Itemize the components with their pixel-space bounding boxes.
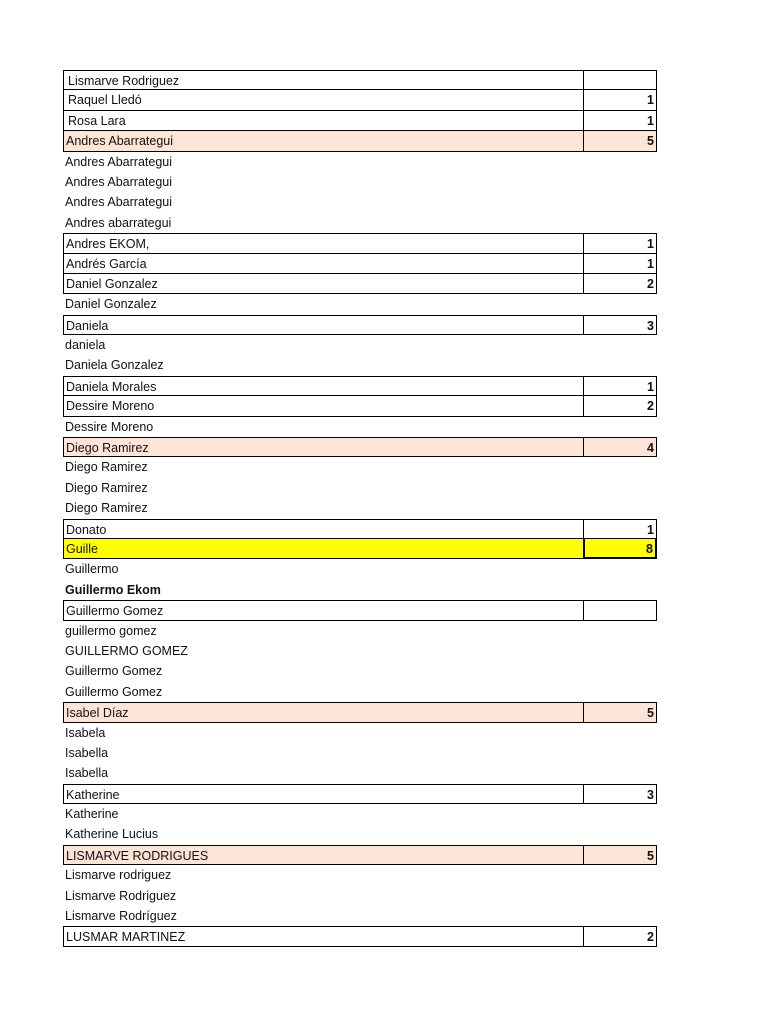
count-cell[interactable] xyxy=(583,355,657,375)
count-cell[interactable]: 1 xyxy=(583,111,657,131)
count-cell[interactable] xyxy=(583,70,657,90)
name-cell[interactable]: Andres Abarrategui xyxy=(65,154,173,169)
sheet-row xyxy=(63,641,657,661)
sheet-row xyxy=(63,478,657,498)
name-cell[interactable]: Diego Ramirez xyxy=(65,460,148,475)
name-cell[interactable]: Lismarve rodriguez xyxy=(65,868,172,883)
name-cell[interactable]: Daniel Gonzalez xyxy=(63,274,583,294)
name-cell[interactable]: Dessire Moreno xyxy=(63,396,583,416)
sheet-row xyxy=(63,355,657,375)
name-cell[interactable]: Diego Ramirez xyxy=(65,501,148,516)
count-cell[interactable] xyxy=(583,723,657,743)
count-cell[interactable]: 2 xyxy=(583,396,657,416)
sheet-row xyxy=(63,661,657,681)
sheet-row xyxy=(63,600,657,620)
name-cell[interactable]: Katherine xyxy=(63,784,583,804)
name-cell[interactable]: Daniela xyxy=(63,315,583,335)
sheet-row xyxy=(63,315,657,335)
sheet-row xyxy=(63,457,657,477)
spreadsheet-sheet xyxy=(63,70,657,947)
sheet-row xyxy=(63,743,657,763)
count-cell[interactable] xyxy=(583,457,657,477)
count-cell[interactable] xyxy=(583,641,657,661)
count-cell[interactable]: 2 xyxy=(583,274,657,294)
count-cell[interactable] xyxy=(583,192,657,212)
sheet-row xyxy=(63,621,657,641)
sheet-row xyxy=(63,559,657,579)
name-cell[interactable]: Diego Ramirez xyxy=(65,480,148,495)
sheet-row xyxy=(63,437,657,457)
count-cell[interactable] xyxy=(583,294,657,314)
count-cell[interactable] xyxy=(583,478,657,498)
name-cell[interactable]: Lismarve Rodriguez xyxy=(65,888,177,903)
sheet-row xyxy=(63,294,657,314)
name-cell[interactable]: Andres abarrategui xyxy=(65,215,172,230)
sheet-row xyxy=(63,274,657,294)
sheet-row xyxy=(63,539,657,559)
name-cell[interactable]: Andres EKOM, xyxy=(63,233,583,253)
count-cell[interactable]: 2 xyxy=(583,926,657,946)
sheet-row xyxy=(63,763,657,783)
name-cell[interactable]: Andres Abarrategui xyxy=(65,174,173,189)
sheet-row xyxy=(63,376,657,396)
count-cell[interactable]: 4 xyxy=(583,437,657,457)
name-cell[interactable]: Guillermo Gomez xyxy=(65,684,163,699)
count-cell[interactable] xyxy=(583,621,657,641)
sheet-row xyxy=(63,131,657,151)
sheet-row xyxy=(63,784,657,804)
count-cell[interactable]: 1 xyxy=(583,376,657,396)
sheet-row xyxy=(63,580,657,600)
name-cell[interactable]: Andrés García xyxy=(63,254,583,274)
name-cell[interactable]: Guillermo Gomez xyxy=(65,664,163,679)
name-cell[interactable]: Andres Abarrategui xyxy=(63,131,583,151)
sheet-row xyxy=(63,70,657,90)
sheet-row xyxy=(63,254,657,274)
count-cell[interactable]: 5 xyxy=(583,845,657,865)
sheet-row xyxy=(63,172,657,192)
sheet-row xyxy=(63,723,657,743)
count-cell[interactable] xyxy=(583,580,657,600)
name-cell[interactable]: Lismarve Rodríguez xyxy=(65,909,177,924)
name-cell[interactable]: Guille xyxy=(63,539,583,559)
count-cell[interactable] xyxy=(583,682,657,702)
count-cell[interactable]: 8 xyxy=(583,539,657,559)
sheet-row xyxy=(63,90,657,110)
count-cell[interactable] xyxy=(583,559,657,579)
name-cell[interactable]: GUILLERMO GOMEZ xyxy=(65,643,188,658)
count-cell[interactable] xyxy=(583,498,657,518)
sheet-row xyxy=(63,233,657,253)
sheet-row xyxy=(63,417,657,437)
name-cell[interactable]: Katherine Lucius xyxy=(65,827,159,842)
count-cell[interactable] xyxy=(583,804,657,824)
count-cell[interactable]: 5 xyxy=(583,702,657,722)
count-cell[interactable] xyxy=(583,824,657,844)
count-cell[interactable]: 1 xyxy=(583,254,657,274)
sheet-row xyxy=(63,804,657,824)
sheet-row xyxy=(63,886,657,906)
name-cell[interactable]: Dessire Moreno xyxy=(65,419,154,434)
name-cell[interactable]: daniela xyxy=(65,338,106,353)
count-cell[interactable] xyxy=(583,152,657,172)
name-cell[interactable]: Guillermo xyxy=(65,562,119,577)
name-cell[interactable]: Daniel Gonzalez xyxy=(65,297,157,312)
sheet-row xyxy=(63,702,657,722)
sheet-row xyxy=(63,192,657,212)
name-cell[interactable]: Diego Ramirez xyxy=(63,437,583,457)
name-cell[interactable]: Guillermo Gomez xyxy=(63,600,583,620)
name-cell[interactable]: Lismarve Rodriguez xyxy=(63,70,583,90)
count-cell[interactable]: 1 xyxy=(583,519,657,539)
name-cell[interactable]: Guillermo Ekom xyxy=(65,582,161,597)
count-cell[interactable] xyxy=(583,865,657,885)
name-cell[interactable]: guillermo gomez xyxy=(65,623,157,638)
sheet-row xyxy=(63,906,657,926)
count-cell[interactable]: 1 xyxy=(583,90,657,110)
count-cell[interactable]: 1 xyxy=(583,233,657,253)
name-cell[interactable]: LISMARVE RODRIGUES xyxy=(63,845,583,865)
name-cell[interactable]: Donato xyxy=(63,519,583,539)
count-cell[interactable] xyxy=(583,661,657,681)
sheet-row xyxy=(63,396,657,416)
count-cell[interactable] xyxy=(583,417,657,437)
count-cell[interactable] xyxy=(583,213,657,233)
count-cell[interactable] xyxy=(583,600,657,620)
sheet-row xyxy=(63,335,657,355)
count-cell[interactable]: 5 xyxy=(583,131,657,151)
sheet-row xyxy=(63,498,657,518)
count-cell[interactable] xyxy=(583,886,657,906)
sheet-row xyxy=(63,519,657,539)
count-cell[interactable] xyxy=(583,906,657,926)
name-cell[interactable]: Andres Abarrategui xyxy=(65,195,173,210)
sheet-row xyxy=(63,682,657,702)
name-cell[interactable]: Daniela Gonzalez xyxy=(65,358,164,373)
sheet-row xyxy=(63,152,657,172)
count-cell[interactable]: 3 xyxy=(583,784,657,804)
count-cell[interactable] xyxy=(583,172,657,192)
name-cell[interactable]: Rosa Lara xyxy=(63,111,583,131)
sheet-row xyxy=(63,865,657,885)
name-cell[interactable]: Isabella xyxy=(65,745,109,760)
name-cell[interactable]: LUSMAR MARTINEZ xyxy=(63,926,583,946)
sheet-row xyxy=(63,824,657,844)
name-cell[interactable]: Isabel Díaz xyxy=(63,702,583,722)
sheet-row xyxy=(63,213,657,233)
count-cell[interactable] xyxy=(583,763,657,783)
sheet-row xyxy=(63,926,657,946)
count-cell[interactable] xyxy=(583,743,657,763)
name-cell[interactable]: Katherine xyxy=(65,807,119,822)
name-cell[interactable]: Raquel Lledó xyxy=(63,90,583,110)
name-cell[interactable]: Daniela Morales xyxy=(63,376,583,396)
name-cell[interactable]: Isabela xyxy=(65,725,106,740)
sheet-row xyxy=(63,111,657,131)
sheet-row xyxy=(63,845,657,865)
count-cell[interactable]: 3 xyxy=(583,315,657,335)
count-cell[interactable] xyxy=(583,335,657,355)
name-cell[interactable]: Isabella xyxy=(65,766,109,781)
